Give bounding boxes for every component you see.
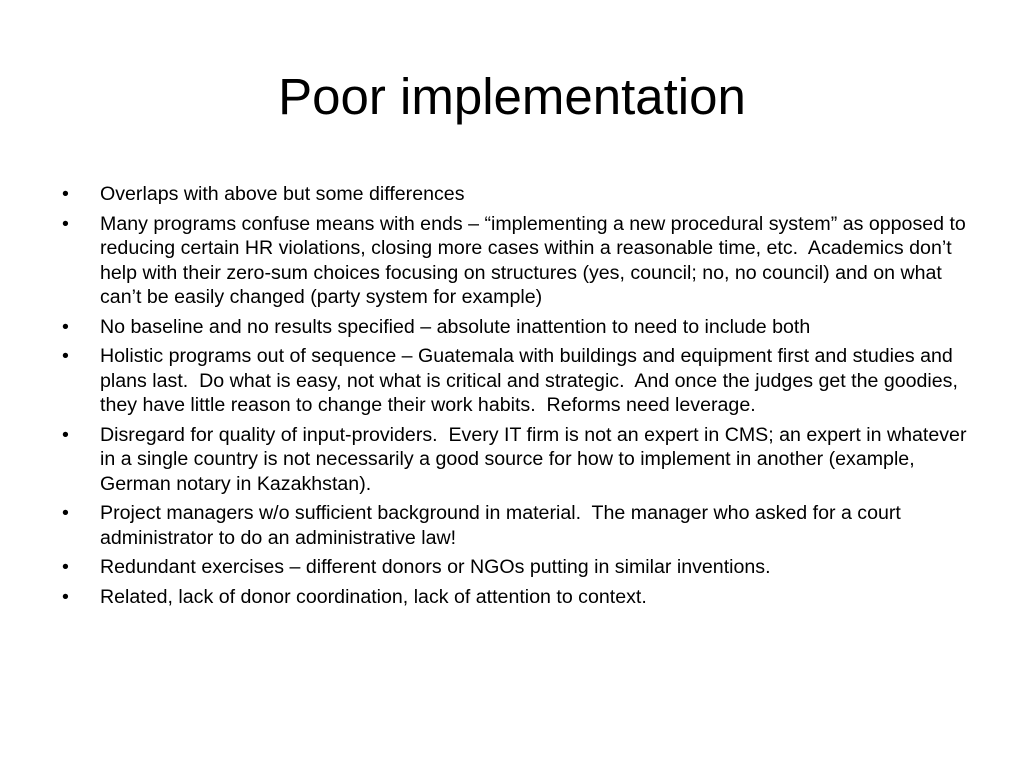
bullet-item [62, 344, 972, 418]
bullet-marker: • [62, 183, 69, 205]
bullet-item [62, 501, 972, 550]
bullet-text: Related, lack of donor coordination, lack of attention to context. [100, 585, 647, 608]
bullet-text: Many programs confuse means with ends – “implementing a new procedural system” as opposed to reducing certain HR violations, closing more cases within a reasonable time, etc. Academics don’t help with their zero-sum choices focusing on structures (yes, council; no, no council) and on what can’t be easily changed (party system for example) [100, 212, 972, 308]
bullet-item [62, 555, 972, 580]
bullet-marker: • [62, 502, 69, 524]
bullet-marker: • [62, 585, 69, 608]
bullet-text: Overlaps with above but some differences [100, 183, 465, 205]
bullet-item [62, 315, 972, 340]
bullet-item [62, 585, 972, 610]
bullet-text: Disregard for quality of input-providers. Every IT firm is not an expert in CMS; an expert in whatever in a single country is not necessarily a good source for how to implement in another (example, German notary in Kazakhstan). [100, 423, 972, 495]
bullet-marker: • [62, 315, 69, 338]
bullet-marker: • [62, 345, 69, 367]
bullet-text: No baseline and no results specified – absolute inattention to need to include both [100, 315, 811, 338]
bullet-text: Redundant exercises – different donors or NGOs putting in similar inventions. [100, 556, 771, 578]
bullet-text: Holistic programs out of sequence – Guatemala with buildings and equipment first and studies and plans last. Do what is easy, not what is critical and strategic. And once the judges get the goodies, they have little reason to change their work habits. Reforms need leverage. [100, 345, 964, 416]
bullet-item [62, 182, 972, 207]
bullet-text: Project managers w/o sufficient background in material. The manager who asked for a court administrator to do an administrative law! [100, 502, 907, 549]
slide-title: Poor implementation [278, 68, 746, 125]
bullet-marker: • [62, 423, 69, 446]
bullet-list [62, 182, 972, 614]
bullet-item [62, 423, 972, 497]
bullet-marker: • [62, 212, 69, 235]
bullet-marker: • [62, 556, 69, 578]
bullet-item [62, 212, 972, 310]
